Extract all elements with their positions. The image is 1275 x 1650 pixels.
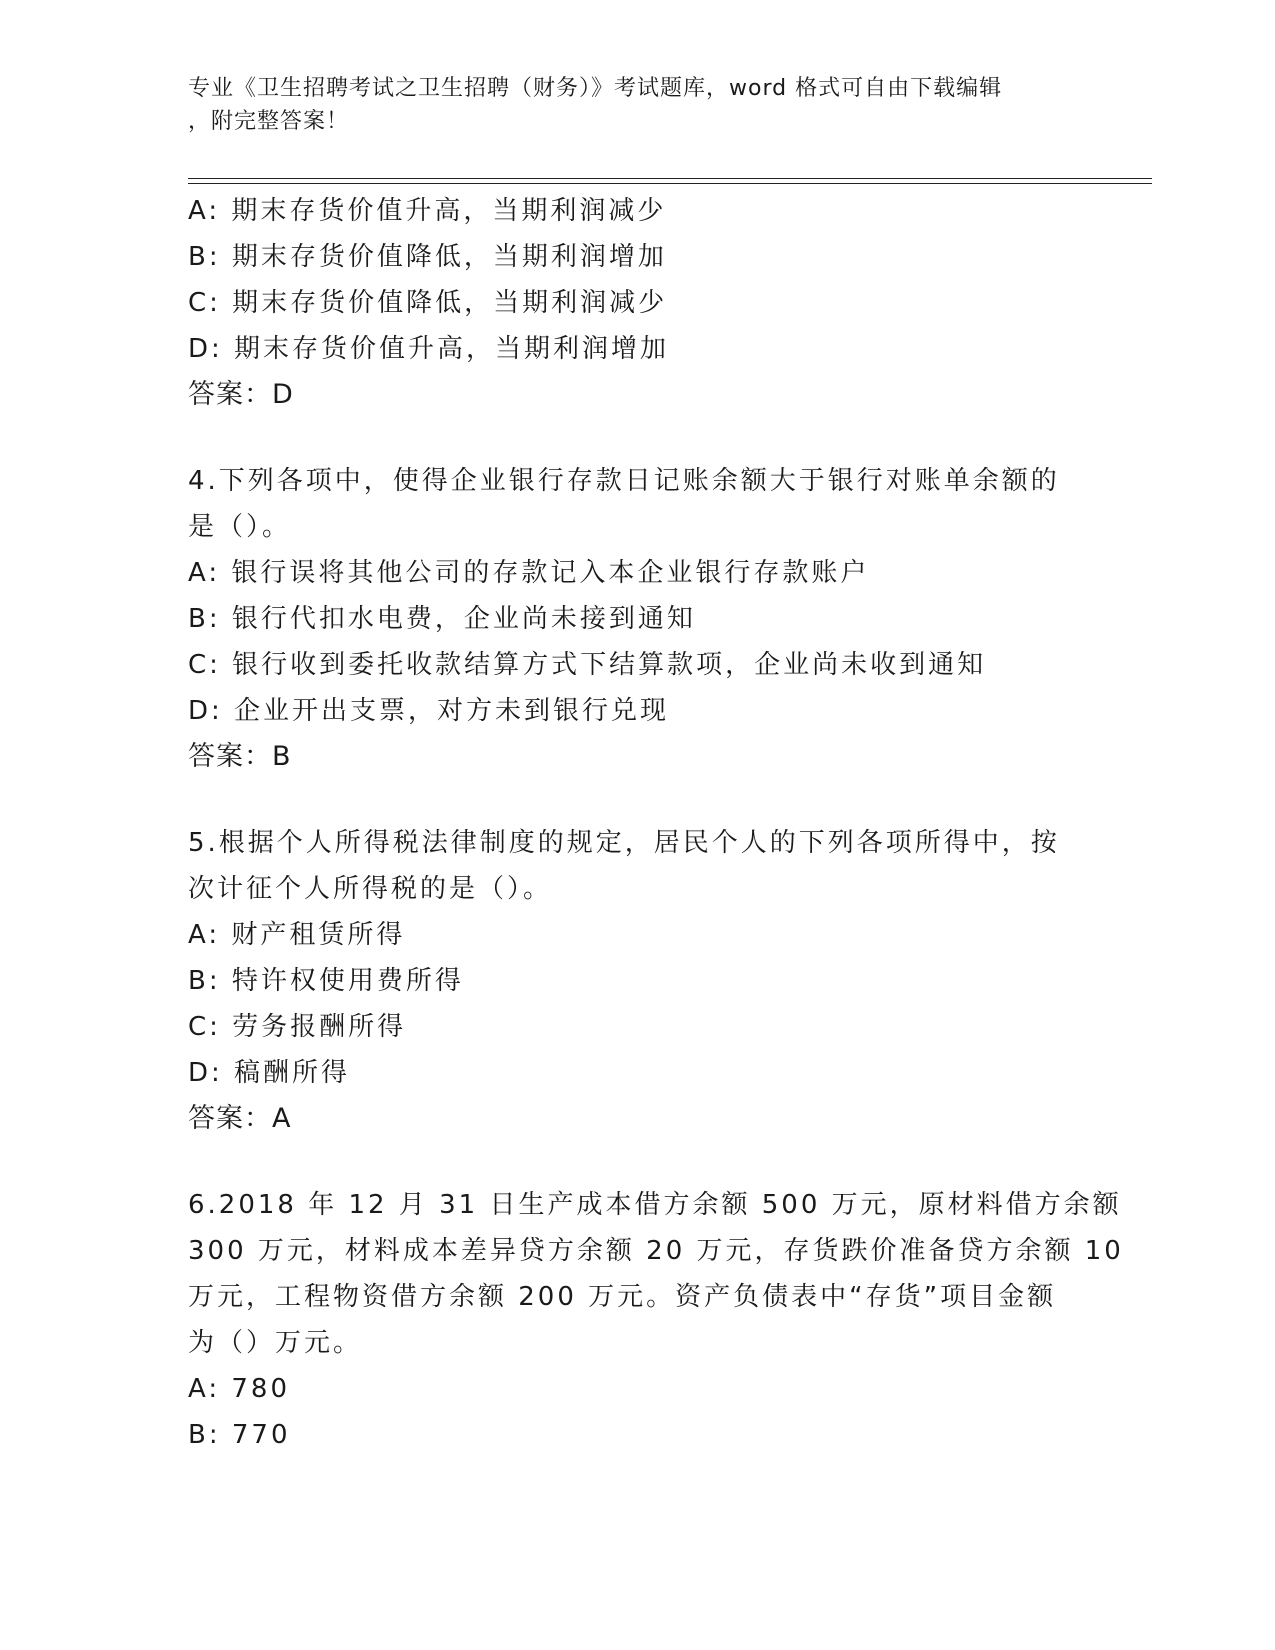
question-3 bbox=[188, 188, 1088, 418]
question-stem: 300 万元，材料成本差异贷方余额 20 万元，存货跌价准备贷方余额 10 bbox=[188, 1236, 1124, 1266]
header-line-1: 专业《卫生招聘考试之卫生招聘（财务）》考试题库，word 格式可自由下载编辑 bbox=[188, 76, 1003, 101]
header-line-2: ，附完整答案！ bbox=[188, 109, 350, 134]
question-stem: 4.下列各项中，使得企业银行存款日记账余额大于银行对账单余额的 bbox=[188, 466, 1060, 496]
question-stem: 6.2018 年 12 月 31 日生产成本借方余额 500 万元，原材料借方余额 bbox=[188, 1190, 1122, 1220]
option-d: D: 企业开出支票，对方未到银行兑现 bbox=[188, 696, 670, 726]
option-b: B: 770 bbox=[188, 1420, 291, 1450]
answer: 答案：D bbox=[188, 379, 294, 410]
option-d: D: 期末存货价值升高，当期利润增加 bbox=[188, 334, 670, 364]
question-5 bbox=[188, 820, 1088, 1142]
question-6 bbox=[188, 1182, 1124, 1458]
option-d: D: 稿酬所得 bbox=[188, 1058, 351, 1088]
page-header bbox=[188, 72, 1068, 138]
question-stem: 万元，工程物资借方余额 200 万元。资产负债表中“存货”项目金额 bbox=[188, 1282, 1057, 1312]
option-a: A: 期末存货价值升高，当期利润减少 bbox=[188, 196, 667, 226]
header-divider-top bbox=[188, 178, 1152, 179]
option-b: B: 期末存货价值降低，当期利润增加 bbox=[188, 242, 667, 272]
option-b: B: 特许权使用费所得 bbox=[188, 966, 464, 996]
option-a: A: 780 bbox=[188, 1374, 290, 1404]
question-4 bbox=[188, 458, 1088, 780]
question-stem: 为（）万元。 bbox=[188, 1328, 363, 1358]
question-stem: 5.根据个人所得税法律制度的规定，居民个人的下列各项所得中，按 bbox=[188, 828, 1060, 858]
option-b: B: 银行代扣水电费，企业尚未接到通知 bbox=[188, 604, 696, 634]
question-stem: 次计征个人所得税的是（）。 bbox=[188, 874, 553, 904]
option-c: C: 银行收到委托收款结算方式下结算款项，企业尚未收到通知 bbox=[188, 650, 987, 680]
answer: 答案：B bbox=[188, 741, 292, 772]
option-a: A: 银行误将其他公司的存款记入本企业银行存款账户 bbox=[188, 558, 870, 588]
question-stem: 是（）。 bbox=[188, 512, 292, 542]
option-a: A: 财产租赁所得 bbox=[188, 920, 406, 950]
answer: 答案：A bbox=[188, 1103, 292, 1134]
question-list bbox=[188, 188, 1124, 1458]
header-divider-bottom bbox=[188, 183, 1152, 184]
option-c: C: 劳务报酬所得 bbox=[188, 1012, 407, 1042]
option-c: C: 期末存货价值降低，当期利润减少 bbox=[188, 288, 668, 318]
